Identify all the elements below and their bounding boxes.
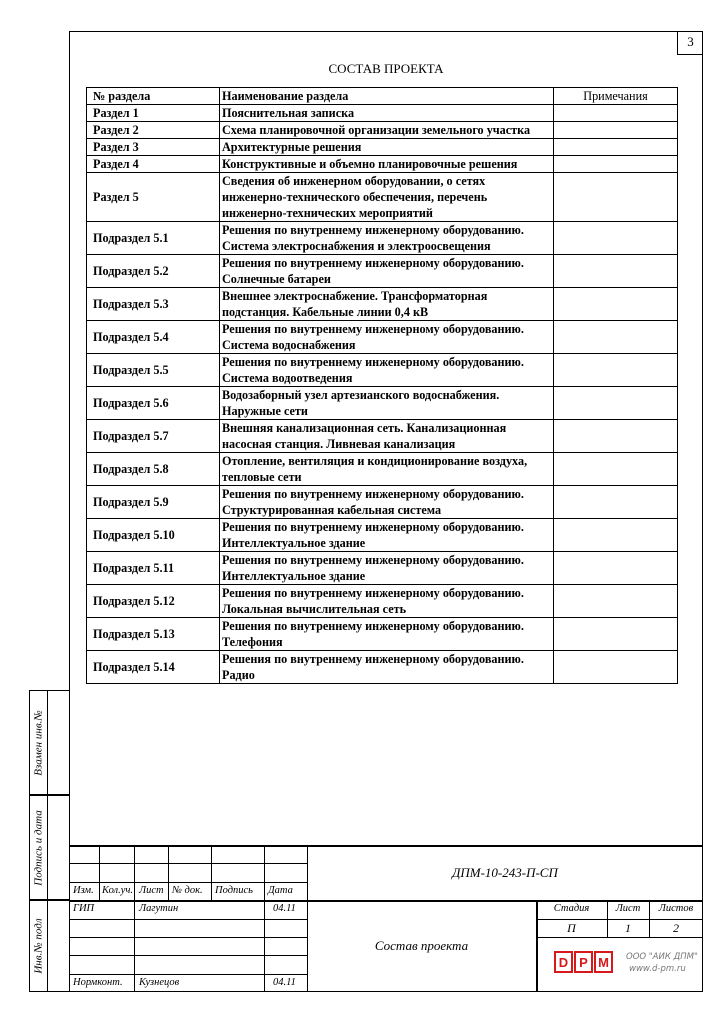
stamp-col-sheet: Лист [139, 885, 164, 896]
section-number: Подраздел 5.5 [87, 354, 220, 387]
side-label-signature: Подпись и дата [33, 809, 45, 886]
section-note [554, 552, 678, 585]
section-note [554, 387, 678, 420]
section-name: Архитектурные решения [220, 139, 554, 156]
section-number: Подраздел 5.4 [87, 321, 220, 354]
logo-site-text: www.d-pm.ru [629, 964, 686, 974]
section-note [554, 321, 678, 354]
table-row [87, 420, 678, 453]
table-row [87, 618, 678, 651]
name-chief-engineer: Лагутин [139, 903, 179, 914]
table-row [87, 288, 678, 321]
document-code: ДПМ-10-243-П-СП [452, 865, 558, 880]
section-number: Подраздел 5.2 [87, 255, 220, 288]
page-title: СОСТАВ ПРОЕКТА [328, 61, 444, 76]
section-number: Подраздел 5.1 [87, 222, 220, 255]
table-row [87, 519, 678, 552]
section-name: Конструктивные и объемно планировочные решения [220, 156, 554, 173]
section-number: Подраздел 5.6 [87, 387, 220, 420]
sheets-label: Листов [658, 903, 694, 914]
role-norm-control: Нормконт. [73, 977, 123, 988]
sheets-value: 2 [673, 921, 679, 935]
section-note [554, 420, 678, 453]
section-name: Решения по внутреннему инженерному оборудованию. Телефония [220, 618, 554, 651]
header-notes: Примечания [554, 88, 678, 105]
section-note [554, 354, 678, 387]
section-note [554, 173, 678, 222]
section-number: Подраздел 5.12 [87, 585, 220, 618]
company-logo [553, 944, 698, 987]
section-note [554, 122, 678, 139]
table-row [87, 486, 678, 519]
section-note [554, 105, 678, 122]
table-row [87, 585, 678, 618]
section-number: Раздел 5 [87, 173, 220, 222]
section-note [554, 156, 678, 173]
section-note [554, 288, 678, 321]
section-name: Водозаборный узел артезианского водоснабжения. Наружные сети [220, 387, 554, 420]
sheet-number: 3 [677, 31, 703, 55]
stage-value: П [567, 921, 576, 935]
section-note [554, 255, 678, 288]
section-name: Внешняя канализационная сеть. Канализационная насосная станция. Ливневая канализация [220, 420, 554, 453]
section-name: Пояснительная записка [220, 105, 554, 122]
side-stamp-signature [29, 795, 69, 900]
side-stamp-inventory [29, 900, 69, 992]
section-name: Решения по внутреннему инженерному оборудованию. Структурированная кабельная система [220, 486, 554, 519]
table-row [87, 105, 678, 122]
stamp-col-signature: Подпись [215, 885, 253, 896]
section-note [554, 519, 678, 552]
date-norm-control: 04.11 [273, 977, 296, 988]
section-name: Решения по внутреннему инженерному оборудованию. Система водоснабжения [220, 321, 554, 354]
section-note [554, 139, 678, 156]
table-row [87, 651, 678, 684]
table-header-row [87, 88, 678, 105]
role-chief-engineer: ГИП [73, 903, 95, 914]
table-row [87, 156, 678, 173]
section-number: Подраздел 5.8 [87, 453, 220, 486]
composition-table [86, 87, 678, 684]
table-row [87, 354, 678, 387]
section-note [554, 585, 678, 618]
date-chief-engineer: 04.11 [273, 903, 296, 914]
section-name: Решения по внутреннему инженерному оборудованию. Интеллектуальное здание [220, 519, 554, 552]
table-row [87, 387, 678, 420]
table-row [87, 321, 678, 354]
section-note [554, 453, 678, 486]
stamp-col-count: Кол.уч. [102, 885, 134, 896]
section-name: Решения по внутреннему инженерному оборудованию. Солнечные батареи [220, 255, 554, 288]
name-norm-control: Кузнецов [139, 977, 180, 988]
table-row [87, 552, 678, 585]
section-number: Подраздел 5.9 [87, 486, 220, 519]
section-name: Решения по внутреннему инженерному оборудованию. Система водоотведения [220, 354, 554, 387]
table-row [87, 453, 678, 486]
section-note [554, 486, 678, 519]
header-section-number: № раздела [87, 88, 220, 105]
section-name: Сведения об инженерном оборудовании, о сетях инженерно-технического обеспечения, перечень инженерно-технических мероприятий [220, 173, 554, 222]
stamp-col-date: Дата [268, 885, 293, 896]
section-name: Отопление, вентиляция и кондиционирование воздуха, тепловые сети [220, 453, 554, 486]
table-row [87, 222, 678, 255]
sheet-value: 1 [625, 921, 631, 935]
side-label-replace: Взамен инв.№ [33, 709, 46, 776]
section-name: Решения по внутреннему инженерному оборудованию. Локальная вычислительная сеть [220, 585, 554, 618]
table-row [87, 139, 678, 156]
section-name: Решения по внутреннему инженерному оборудованию. Радио [220, 651, 554, 684]
document-title: Состав проекта [374, 938, 469, 953]
section-number: Раздел 4 [87, 156, 220, 173]
section-name: Схема планировочной организации земельного участка [220, 122, 554, 139]
section-note [554, 651, 678, 684]
section-number: Подраздел 5.3 [87, 288, 220, 321]
section-number: Подраздел 5.13 [87, 618, 220, 651]
table-row [87, 122, 678, 139]
table-row [87, 173, 678, 222]
table-row [87, 255, 678, 288]
section-number: Подраздел 5.10 [87, 519, 220, 552]
side-stamp-replace [29, 690, 69, 795]
section-name: Решения по внутреннему инженерному оборудованию. Система электроснабжения и электроосвещения [220, 222, 554, 255]
section-name: Внешнее электроснабжение. Трансформаторная подстанция. Кабельные линии 0,4 кВ [220, 288, 554, 321]
logo-company-text: ООО "АИК ДПМ" [626, 952, 698, 962]
header-section-name: Наименование раздела [220, 88, 554, 105]
logo-letter: D [558, 955, 569, 970]
section-note [554, 222, 678, 255]
section-number: Подраздел 5.11 [87, 552, 220, 585]
section-note [554, 618, 678, 651]
stamp-col-change: Изм. [73, 885, 94, 896]
side-label-inventory: Инв.№ подл [33, 918, 46, 974]
stage-label: Стадия [553, 903, 590, 914]
section-number: Подраздел 5.7 [87, 420, 220, 453]
sheet-label: Лист [615, 903, 641, 914]
logo-letter: P [579, 955, 588, 970]
section-number: Раздел 2 [87, 122, 220, 139]
section-name: Решения по внутреннему инженерному оборудованию. Интеллектуальное здание [220, 552, 554, 585]
logo-letter: M [598, 955, 609, 970]
section-number: Раздел 1 [87, 105, 220, 122]
section-number: Раздел 3 [87, 139, 220, 156]
stamp-col-docnum: № док. [172, 885, 203, 896]
section-number: Подраздел 5.14 [87, 651, 220, 684]
